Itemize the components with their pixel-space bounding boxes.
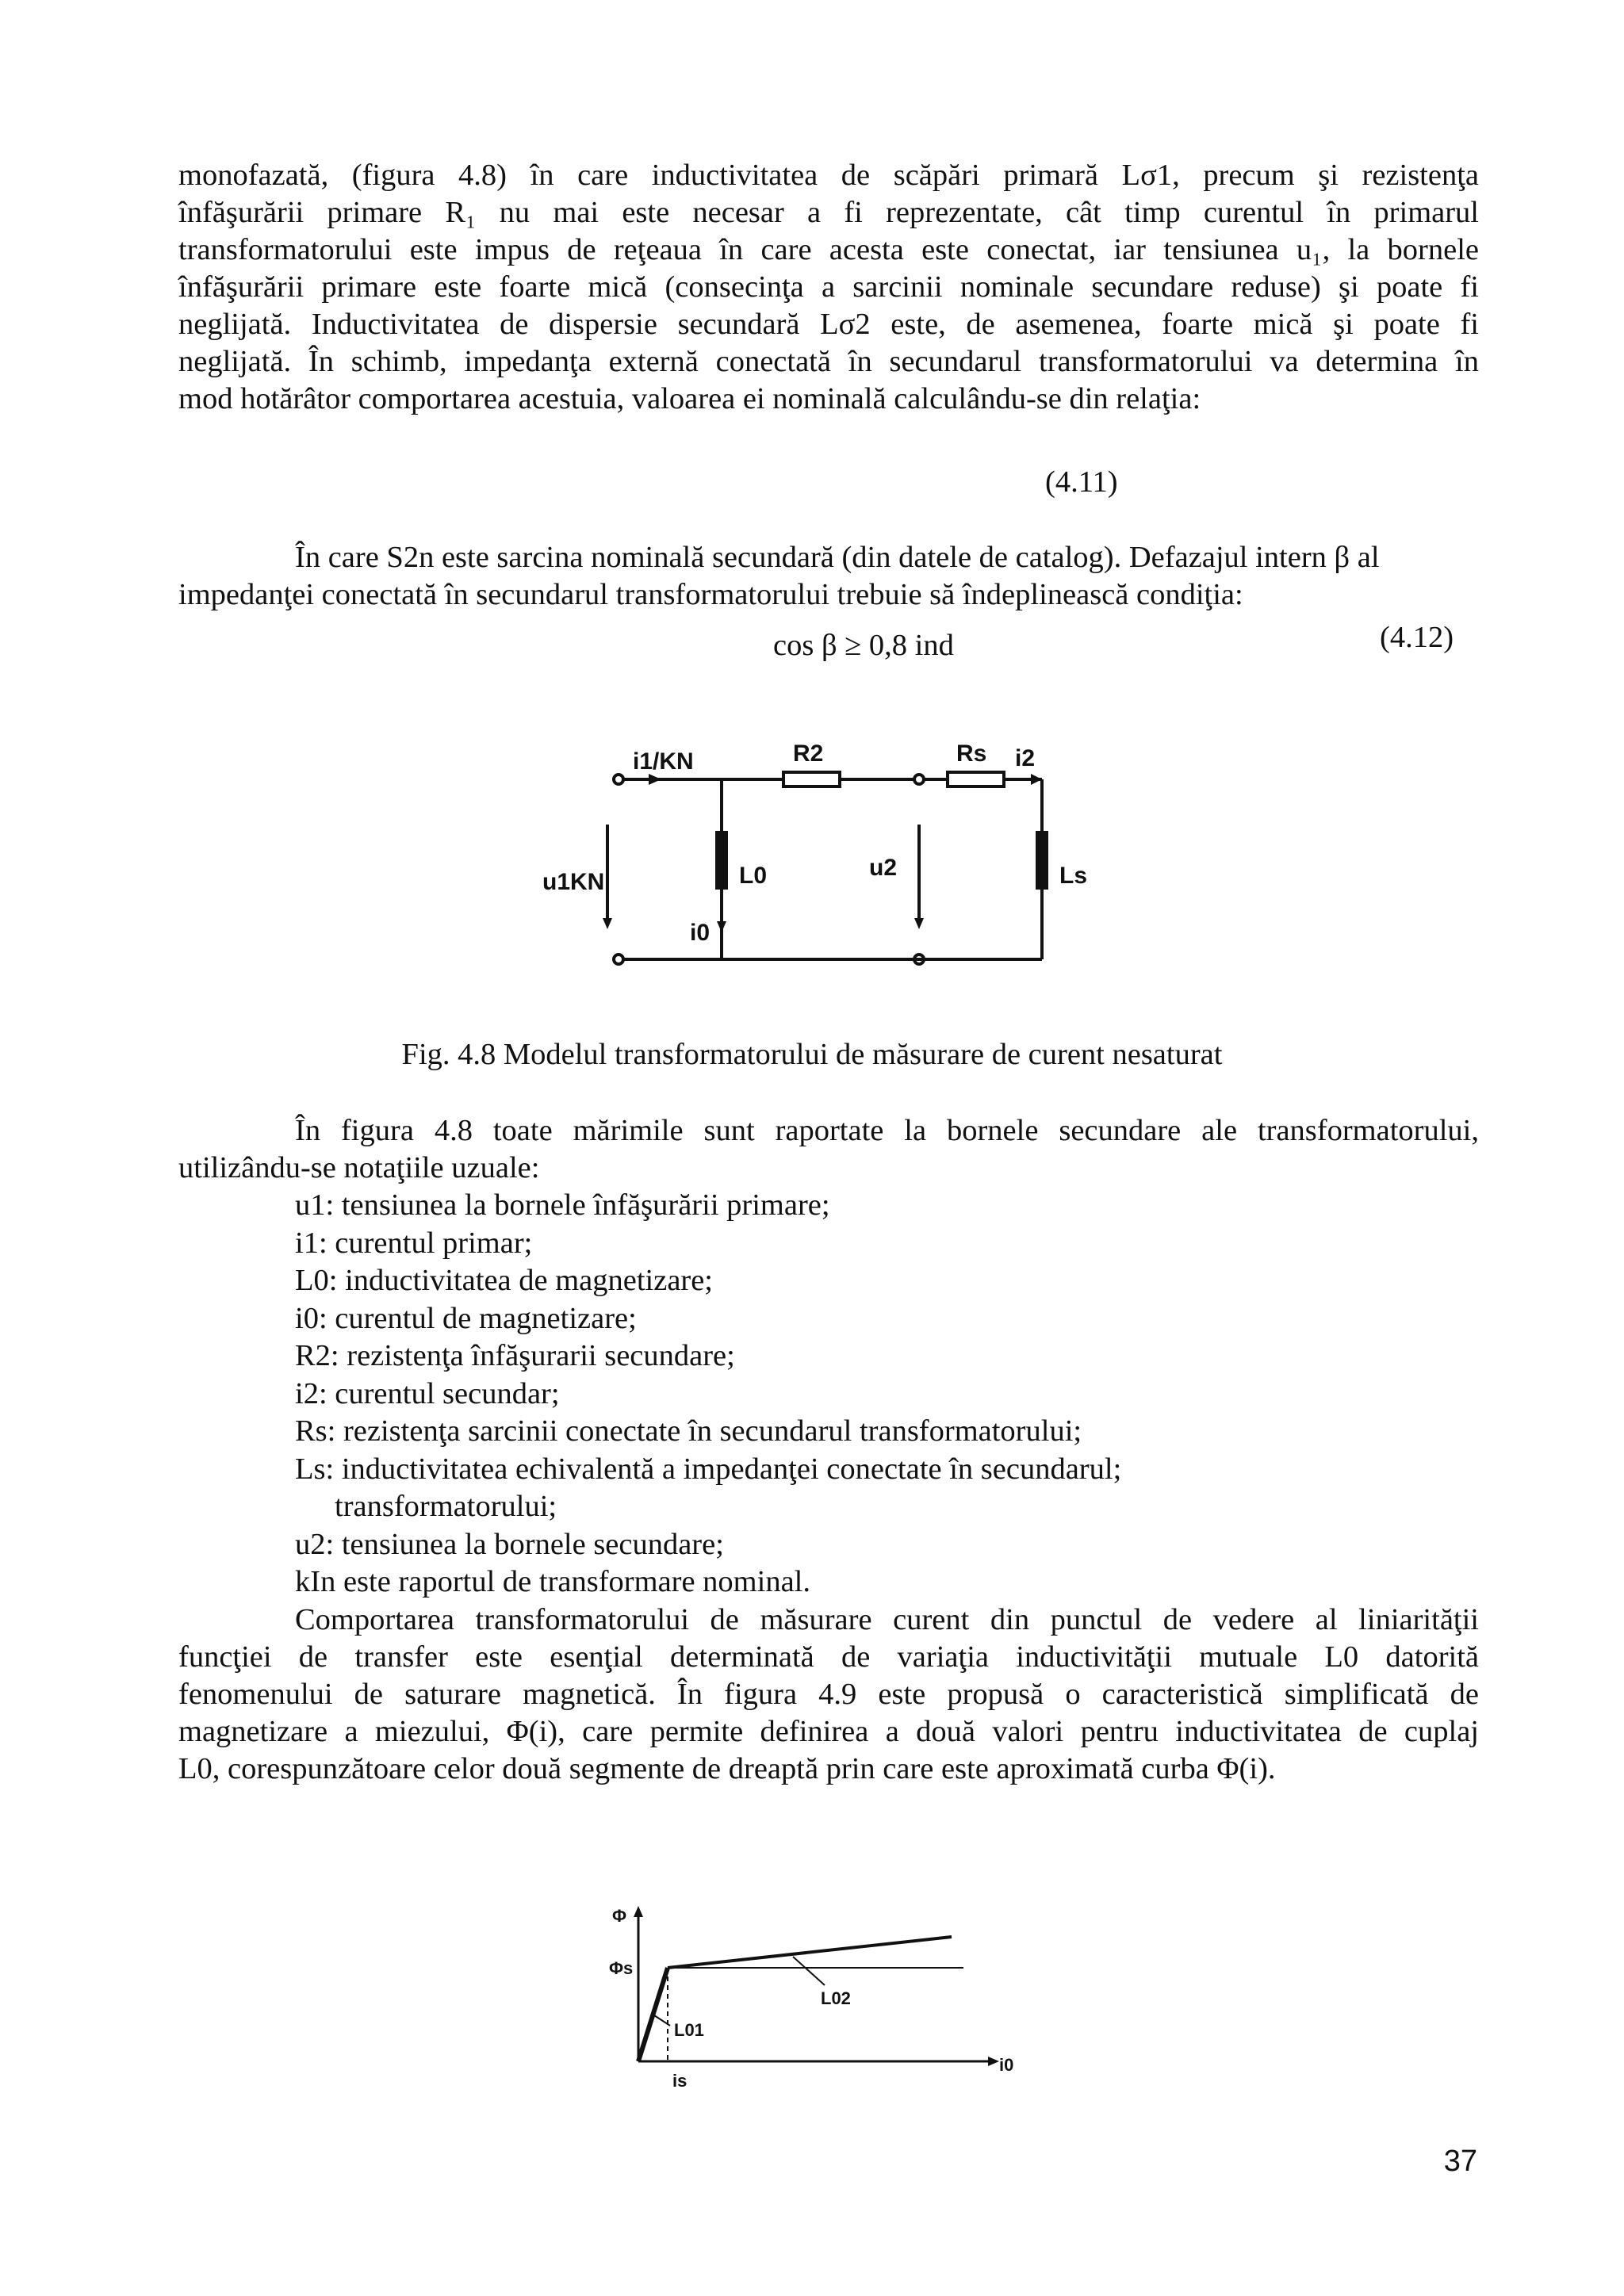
label-i0-axis: i0 (999, 2055, 1014, 2075)
s2n-paragraph (178, 539, 1479, 614)
y-axis-arrowhead (634, 1906, 643, 1917)
list-item: L0: inductivitatea de magnetizare; (295, 1264, 714, 1297)
u2-arrowhead (914, 918, 924, 929)
final-line: fenomenului de saturare magnetică. În figura 4.9 este propusă o caracteristică simplificată de (178, 1678, 1479, 1711)
page-number: 37 (1443, 2145, 1477, 2178)
list-item: kIn este raportul de transformare nominal. (295, 1565, 810, 1598)
list-item: u1: tensiunea la bornele înfăşurării primare; (295, 1188, 830, 1222)
label-u2: u2 (869, 855, 898, 881)
label-phi-s: Φs (609, 1958, 634, 1978)
i1-arrowhead (649, 774, 661, 785)
label-rs: Rs (956, 740, 987, 767)
terminal-bottom-left (614, 955, 623, 964)
curve-segment-l02 (668, 1937, 952, 1968)
final-line: magnetizare a miezului, Φ(i), care permite definirea a două valori pentru inductivitatea de cuplaj (178, 1715, 1479, 1748)
intro-paragraph (178, 157, 1479, 418)
label-is: is (672, 2071, 688, 2091)
notation-intro-line: utilizându-se notaţiile uzuale: (178, 1151, 540, 1184)
inductor-ls (1036, 831, 1048, 890)
label-i0: i0 (690, 920, 710, 946)
final-line: Comportarea transformatorului de măsurare curent din punctul de vedere al liniarităţii (295, 1603, 1479, 1636)
intro-line: neglijată. În schimb, impedanţa externă conectată în secundarul transformatorului va determina în (178, 345, 1479, 378)
list-item: i0: curentul de magnetizare; (295, 1301, 637, 1335)
label-u1-kn: u1KN (542, 869, 605, 895)
list-item: i1: curentul primar; (295, 1226, 533, 1260)
equation-4-12-number: (4.12) (1380, 621, 1454, 654)
figure-caption: Fig. 4.8 Modelul transformatorului de măsurare de curent nesaturat (401, 1038, 1223, 1071)
intro-line: înfăşurării primare este foarte mică (consecinţa a sarcinii nominale secundare reduse) şi poate fi (178, 270, 1479, 304)
resistor-rs (948, 772, 1004, 786)
list-item: R2: rezistenţa înfăşurarii secundare; (295, 1339, 735, 1372)
resistor-r2 (783, 772, 840, 786)
intro-line: înfăşurării primare R₁ nu mai este necesar a fi reprezentate, cât timp curentul în primarul (178, 196, 1479, 229)
equation-4-11-number: (4.11) (1045, 465, 1118, 499)
label-phi: Φ (612, 1906, 627, 1926)
l02-leader (793, 1957, 825, 1985)
s2n-line: impedanţei conectată în secundarul transformatorului trebuie să îndeplinească condiţia: (178, 578, 1243, 611)
final-line: funcţiei de transfer este esenţial determinată de variaţia inductivităţii mutuale L0 datorită (178, 1640, 1479, 1674)
intro-line: transformatorului este impus de reţeaua în care acesta este conectat, iar tensiunea u₁, la bornele (178, 233, 1479, 266)
notation-list (295, 1187, 1121, 1601)
circuit-diagram (508, 737, 1110, 983)
label-i2: i2 (1015, 745, 1036, 771)
x-axis-arrowhead (988, 2057, 999, 2066)
label-l02: L02 (821, 1988, 851, 2008)
magnetization-graph (603, 1903, 1047, 2125)
intro-line: monofazată, (figura 4.8) în care inductivitatea de scăpări primară Lσ1, precum şi rezistenţa (178, 159, 1479, 192)
label-r2: R2 (793, 740, 824, 767)
list-item: Rs: rezistenţa sarcinii conectate în secundarul transformatorului; (295, 1414, 1082, 1448)
intro-line: neglijată. Inductivitatea de dispersie secundară Lσ2 este, de asemenea, foarte mică şi poate fi (178, 308, 1479, 341)
equation-4-12: cos β ≥ 0,8 ind (773, 629, 954, 662)
i2-arrowhead (1031, 774, 1042, 785)
notation-intro (178, 1112, 1479, 1187)
label-ls: Ls (1059, 863, 1088, 889)
i0-arrowhead (717, 921, 726, 932)
final-paragraph (178, 1601, 1479, 1788)
label-i1-kn: i1/KN (633, 748, 694, 775)
inductor-l0 (715, 831, 728, 890)
label-l01: L01 (674, 2020, 704, 2040)
list-item: i2: curentul secundar; (295, 1376, 560, 1410)
terminal-top-mid (914, 775, 924, 784)
list-item: transformatorului; (335, 1490, 557, 1523)
label-l0: L0 (739, 863, 768, 889)
notation-intro-line: În figura 4.8 toate mărimile sunt raportate la bornele secundare ale transformatorului, (295, 1114, 1479, 1147)
u1-arrowhead (603, 918, 612, 929)
intro-line: mod hotărâtor comportarea acestuia, valoarea ei nominală calculându-se din relaţia: (178, 382, 1201, 415)
s2n-line: În care S2n este sarcina nominală secundară (din datele de catalog). Defazajul intern β al (295, 541, 1380, 574)
list-item: Ls: inductivitatea echivalentă a impedanţei conectate în secundarul; (295, 1452, 1122, 1486)
final-line: L0, corespunzătoare celor două segmente de dreaptă prin care este aproximată curba Φ(i). (178, 1752, 1276, 1785)
terminal-top-left (614, 775, 623, 784)
curve-segment-l01 (638, 1968, 668, 2061)
list-item: u2: tensiunea la bornele secundare; (295, 1527, 724, 1561)
